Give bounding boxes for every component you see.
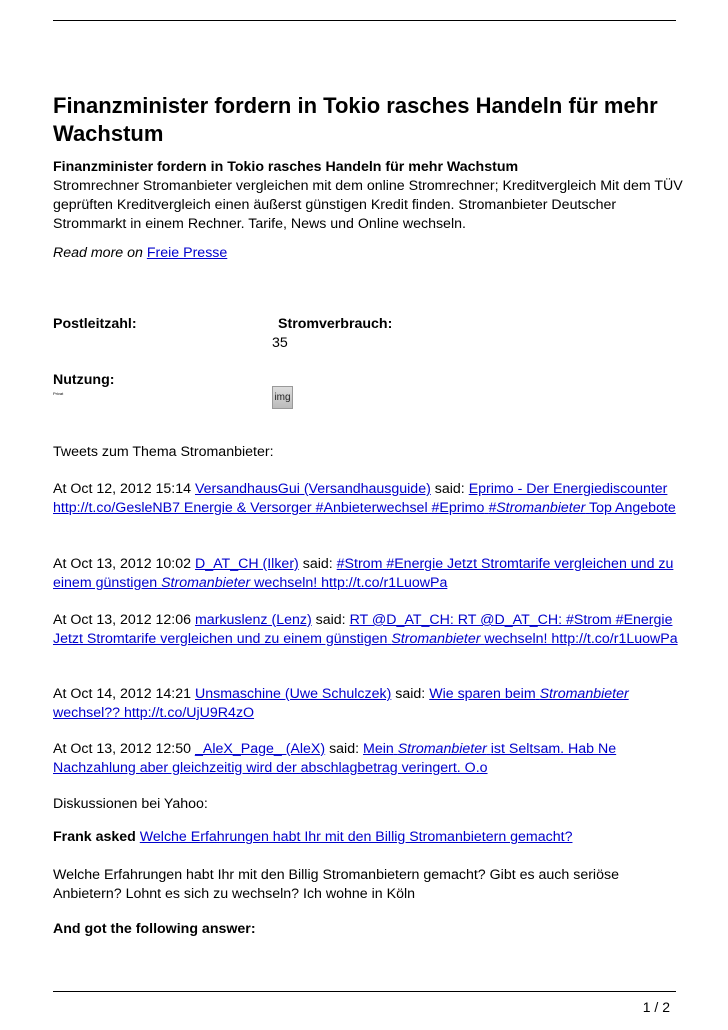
tweet-text: wechseln! http://t.co/r1LuowPa [484,631,678,647]
tweet-text: wechseln! http://t.co/r1LuowPa [254,575,448,591]
nutzung-value: Privat [53,391,64,396]
tweet-timestamp: At Oct 13, 2012 12:06 [53,612,192,628]
tweet-said: said: [329,741,360,757]
yahoo-heading: Diskussionen bei Yahoo: [53,796,208,812]
question-text: Welche Erfahrungen habt Ihr mit den Billig Stromanbietern gemacht? Gibt es auch seriöse Anbietern? Lohnt es sich zu wechseln? Ich wohne in Köln [53,867,619,902]
footer-rule [53,991,676,992]
intro-paragraph: Stromrechner Stromanbieter vergleichen mit dem online Stromrechner; Kreditvergleich Mit dem TÜV geprüften Kreditvergleich einen äußerst günstigen Kredit finden. Stromanbieter Deutscher Strommarkt in einem Rechner. Tarife, News und Online wechseln. [53,178,683,232]
nutzung-label: Nutzung: [53,372,115,388]
tweet-user-link[interactable]: D_AT_CH (Ilker) [194,556,299,572]
tweet-item [53,685,683,723]
page-title: Finanzminister fordern in Tokio rasches Handeln für mehr Wachstum [53,93,658,146]
asker-label: Frank asked [53,829,136,845]
tweet-timestamp: At Oct 12, 2012 15:14 [53,481,192,497]
tweet-said: said: [395,686,426,702]
answer-heading: And got the following answer: [53,921,256,937]
tweet-user-link[interactable]: VersandhausGui (Versandhausguide) [194,481,431,497]
tweet-said: said: [315,612,346,628]
article-subtitle: Finanzminister fordern in Tokio rasches Handeln für mehr Wachstum [53,159,519,175]
tweet-item [53,611,683,649]
tweet-user-link[interactable]: markuslenz (Lenz) [194,612,312,628]
yahoo-question-line [53,828,683,847]
tweet-said: said: [302,556,333,572]
page-number: 1 / 2 [642,999,670,1015]
tweet-text: ist Seltsam. Hab Ne Nachzahlung aber gleichzeitig wird der abschlagbetrag veringert. O.o [53,741,617,776]
tweet-keyword: Stromanbieter [397,741,487,757]
tweet-keyword: #Stromanbieter [488,500,586,516]
strom-value: 35 [272,335,288,351]
question-link[interactable]: Welche Erfahrungen habt Ihr mit den Billig Stromanbietern gemacht? [139,829,573,845]
read-more-label: Read more on [53,245,143,261]
tweet-text: Mein [363,741,394,757]
broken-image-icon: img [272,386,293,409]
tweet-text: RT @D_AT_CH: RT @D_AT_CH: #Strom #Energie Jetzt Stromtarife vergleichen und zu einem günstigen [53,612,673,647]
tweet-keyword: Stromanbieter [391,631,481,647]
tweet-keyword: Stromanbieter [539,686,629,702]
source-link[interactable]: Freie Presse [146,245,228,261]
tweet-user-link[interactable]: _AleX_Page_ (AleX) [194,741,326,757]
tweet-text: wechsel?? http://t.co/UjU9R4zO [53,705,255,721]
tweet-text: Top Angebote [589,500,676,516]
tweet-item [53,555,683,593]
strom-label: Stromverbrauch: [278,316,393,332]
tweet-timestamp: At Oct 14, 2012 14:21 [53,686,192,702]
tweet-said: said: [434,481,465,497]
tweet-item [53,740,683,778]
read-more-line [53,244,227,263]
header-rule [53,20,676,21]
tweet-keyword: Stromanbieter [161,575,251,591]
tweet-timestamp: At Oct 13, 2012 12:50 [53,741,192,757]
tweet-text: Eprimo - Der Energiediscounter http://t.co/GesleNB7 Energie & Versorger #Anbieterwechsel #Eprimo [53,481,668,516]
tweet-timestamp: At Oct 13, 2012 10:02 [53,556,192,572]
tweets-heading: Tweets zum Thema Stromanbieter: [53,444,274,460]
tweet-item [53,480,683,518]
plz-label: Postleitzahl: [53,316,137,332]
tweet-user-link[interactable]: Unsmaschine (Uwe Schulczek) [194,686,392,702]
tweet-text: Wie sparen beim [429,686,536,702]
tweet-text: #Strom #Energie Jetzt Stromtarife vergleichen und zu einem günstigen [53,556,674,591]
